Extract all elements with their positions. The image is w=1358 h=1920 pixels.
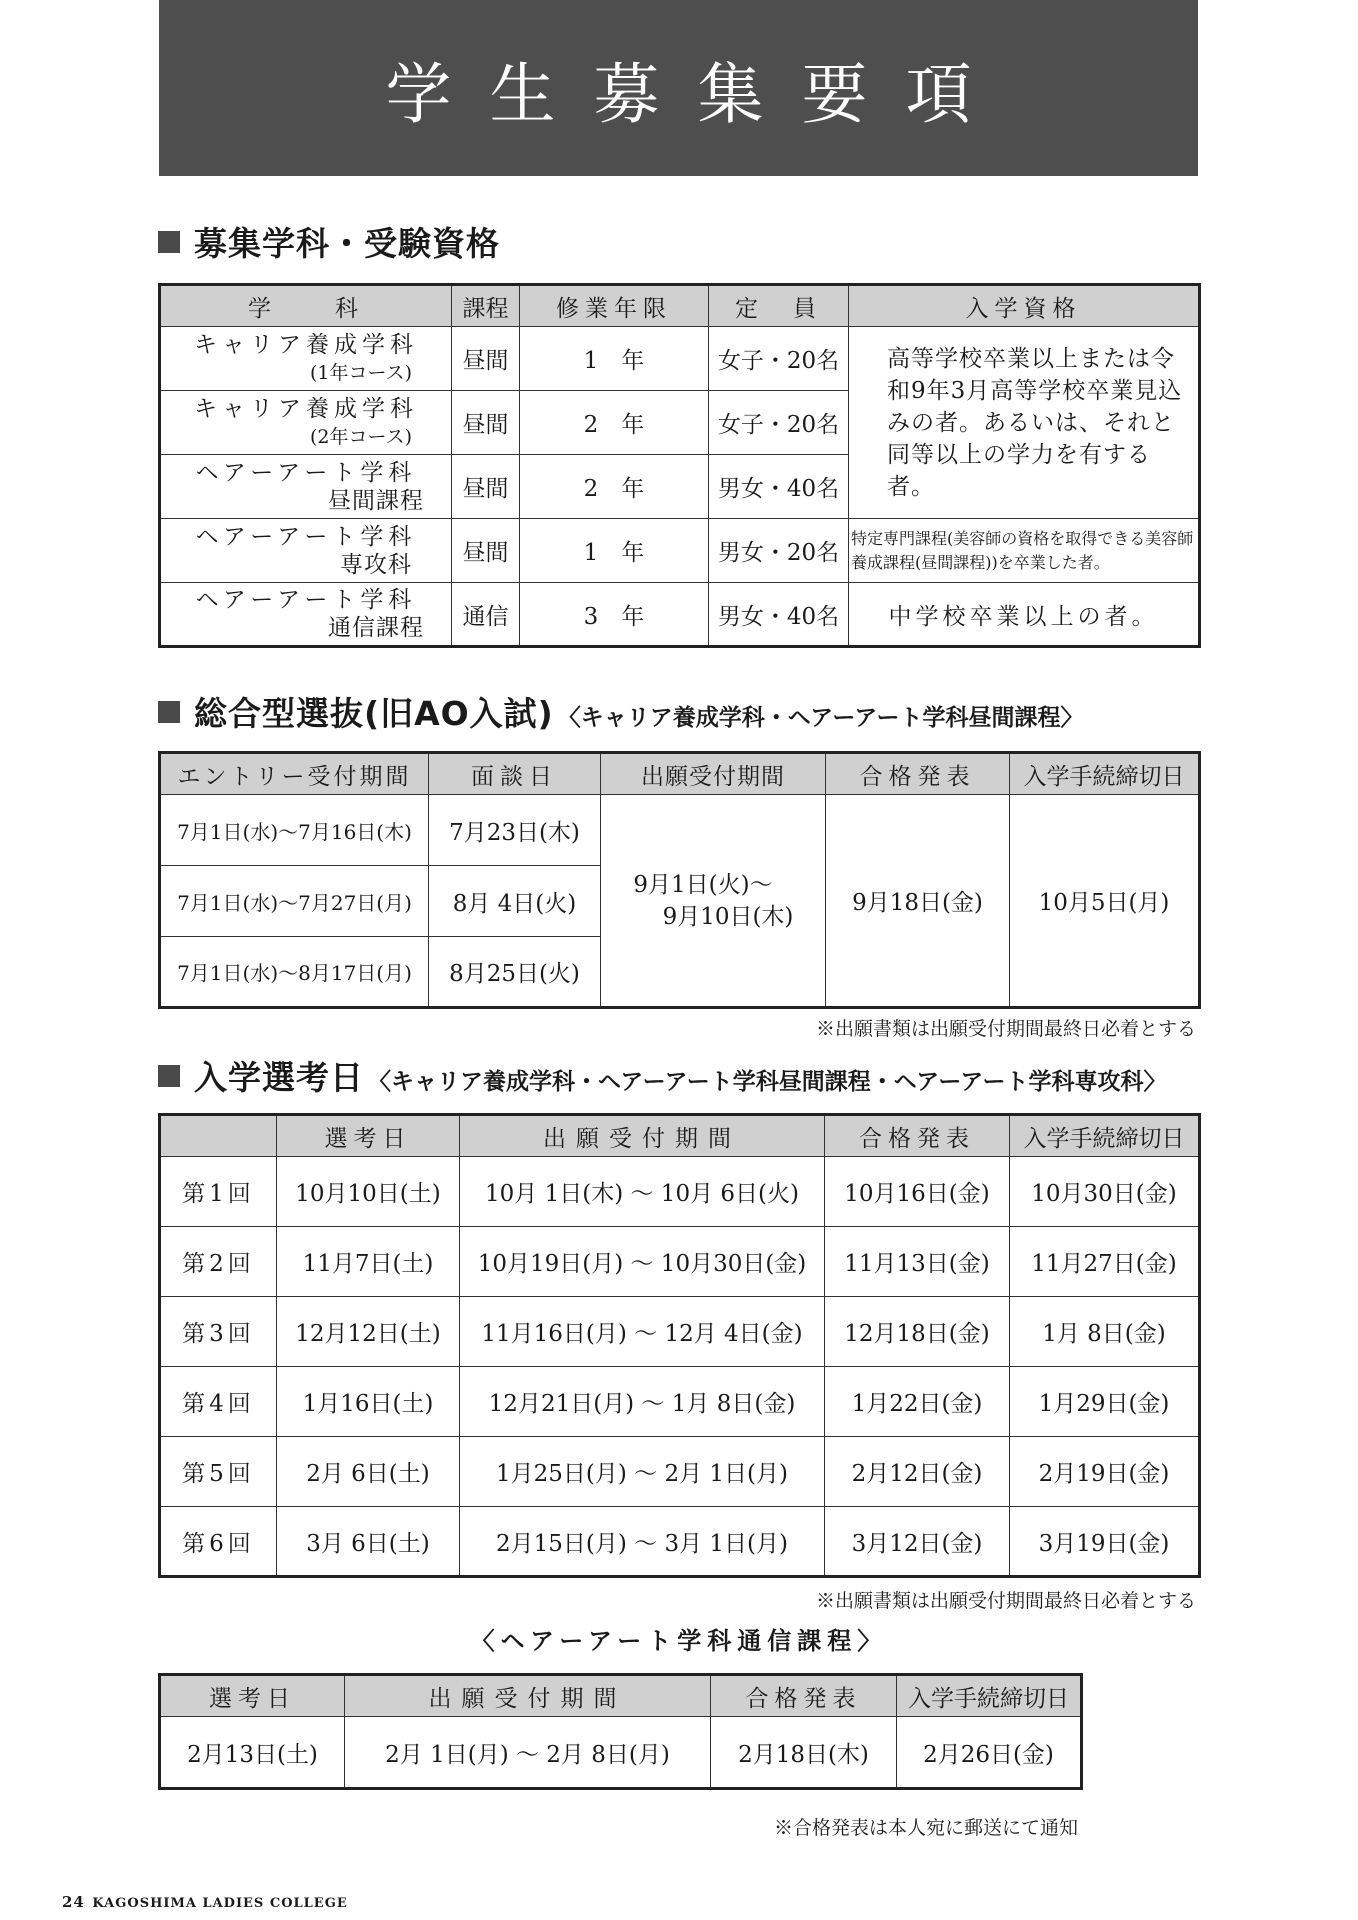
page-number: 24: [62, 1893, 85, 1911]
section-title: 募集学科・受験資格: [194, 224, 500, 263]
qualification-cell: 特定専門課程(美容師の資格を取得できる美容師養成課程(昼間課程))を卒業した者。: [849, 519, 1200, 583]
application-period-cell: 10月 1日(木) 〜 10月 6日(火): [460, 1157, 825, 1227]
header-result: 合格発表: [825, 1115, 1010, 1157]
deadline-cell: 2月26日(金): [897, 1717, 1082, 1789]
table-header-row: [160, 1675, 1082, 1717]
header-round: [160, 1115, 277, 1157]
application-period-cell: 10月19日(月) 〜 10月30日(金): [460, 1227, 825, 1297]
header-years: 修業年限: [520, 285, 709, 327]
table-header-row: [160, 1115, 1200, 1157]
departments-table: [158, 283, 1201, 648]
section-title: 入学選考日: [194, 1058, 364, 1097]
exam-date-cell: 11月7日(土): [277, 1227, 460, 1297]
deadline-cell: 10月30日(金): [1010, 1157, 1200, 1227]
capacity-cell: 男女・40名: [709, 455, 849, 519]
dept-cell: キャリア養成学科 (2年コース): [160, 391, 452, 455]
header-interview: 面談日: [429, 753, 601, 795]
section-title: 総合型選抜(旧AO入試): [194, 694, 554, 733]
deadline-cell: 2月19日(金): [1010, 1437, 1200, 1507]
result-date-cell: 3月12日(金): [825, 1507, 1010, 1577]
course-cell: 昼間: [452, 327, 520, 391]
dept-cell: キャリア養成学科 (1年コース): [160, 327, 452, 391]
table-row: [160, 1297, 1200, 1367]
qualification-cell: 中学校卒業以上の者。: [849, 583, 1200, 647]
years-cell: 1 年: [520, 327, 709, 391]
application-period-cell: 2月15日(月) 〜 3月 1日(月): [460, 1507, 825, 1577]
table-row: [160, 795, 1200, 866]
course-cell: 昼間: [452, 519, 520, 583]
table-row: [160, 1157, 1200, 1227]
header-result: 合格発表: [826, 753, 1010, 795]
page-title: 学生募集要項: [385, 55, 1010, 133]
deadline-cell: 1月 8日(金): [1010, 1297, 1200, 1367]
result-date-cell: 2月12日(金): [825, 1437, 1010, 1507]
exam-date-cell: 12月12日(土): [277, 1297, 460, 1367]
application-note: ※出願書類は出願受付期間最終日必着とする: [815, 1590, 1196, 1612]
header-application-period: 出願受付期間: [460, 1115, 825, 1157]
round-cell: 第4回: [160, 1367, 277, 1437]
square-bullet-icon: [158, 701, 180, 723]
years-cell: 2 年: [520, 455, 709, 519]
round-cell: 第2回: [160, 1227, 277, 1297]
table-row: [160, 327, 1200, 391]
round-cell: 第1回: [160, 1157, 277, 1227]
deadline-cell: 3月19日(金): [1010, 1507, 1200, 1577]
correspondence-course-heading: 〈ヘアーアート学科通信課程〉: [470, 1627, 888, 1655]
exam-date-cell: 2月 6日(土): [277, 1437, 460, 1507]
header-dept: 学 科: [160, 285, 452, 327]
deadline-cell: 10月5日(月): [1010, 795, 1200, 1008]
application-period-cell: 2月 1日(月) 〜 2月 8日(月): [345, 1717, 711, 1789]
header-application-period: 出願受付期間: [601, 753, 826, 795]
table-row: [160, 1227, 1200, 1297]
course-cell: 通信: [452, 583, 520, 647]
application-period-cell: 11月16日(月) 〜 12月 4日(金): [460, 1297, 825, 1367]
result-date-cell: 2月18日(木): [711, 1717, 897, 1789]
capacity-cell: 男女・40名: [709, 583, 849, 647]
entry-period-cell: 7月1日(水)〜7月27日(月): [160, 866, 429, 937]
header-capacity: 定 員: [709, 285, 849, 327]
exam-dates-table: [158, 1113, 1201, 1578]
round-cell: 第6回: [160, 1507, 277, 1577]
course-cell: 昼間: [452, 455, 520, 519]
header-course: 課程: [452, 285, 520, 327]
square-bullet-icon: [158, 231, 180, 253]
table-row: [160, 519, 1200, 583]
qualification-cell: 高等学校卒業以上または令和9年3月高等学校卒業見込みの者。あるいは、それと同等以上の学力を有する者。: [849, 327, 1200, 519]
header-exam-date: 選考日: [277, 1115, 460, 1157]
dept-cell: ヘアーアート学科 専攻科: [160, 519, 452, 583]
exam-date-cell: 3月 6日(土): [277, 1507, 460, 1577]
round-cell: 第3回: [160, 1297, 277, 1367]
page-title-banner: [159, 0, 1198, 176]
exam-date-cell: 1月16日(土): [277, 1367, 460, 1437]
capacity-cell: 男女・20名: [709, 519, 849, 583]
header-result: 合格発表: [711, 1675, 897, 1717]
section-heading-exam-dates: [158, 1052, 1167, 1099]
round-cell: 第5回: [160, 1437, 277, 1507]
exam-date-cell: 2月13日(土): [160, 1717, 345, 1789]
course-cell: 昼間: [452, 391, 520, 455]
table-header-row: [160, 753, 1200, 795]
dept-cell: ヘアーアート学科 昼間課程: [160, 455, 452, 519]
interview-date-cell: 8月 4日(火): [429, 866, 601, 937]
section-subtitle: 〈キャリア養成学科・ヘアーアート学科昼間課程・ヘアーアート学科専攻科〉: [368, 1069, 1167, 1095]
section-heading-comprehensive: [158, 688, 1084, 735]
table-header-row: [160, 285, 1200, 327]
result-date-cell: 10月16日(金): [825, 1157, 1010, 1227]
header-deadline: 入学手続締切日: [1010, 753, 1200, 795]
deadline-cell: 1月29日(金): [1010, 1367, 1200, 1437]
interview-date-cell: 7月23日(木): [429, 795, 601, 866]
result-date-cell: 12月18日(金): [825, 1297, 1010, 1367]
entry-period-cell: 7月1日(水)〜7月16日(木): [160, 795, 429, 866]
comprehensive-selection-table: [158, 751, 1201, 1009]
header-qualification: 入学資格: [849, 285, 1200, 327]
section-subtitle: 〈キャリア養成学科・ヘアーアート学科昼間課程〉: [557, 705, 1084, 731]
result-notification-note: ※合格発表は本人宛に郵送にて通知: [773, 1817, 1078, 1839]
application-period-cell: 1月25日(月) 〜 2月 1日(月): [460, 1437, 825, 1507]
table-row: [160, 1507, 1200, 1577]
header-application-period: 出願受付期間: [345, 1675, 711, 1717]
exam-date-cell: 10月10日(土): [277, 1157, 460, 1227]
application-period-cell: 12月21日(月) 〜 1月 8日(金): [460, 1367, 825, 1437]
header-entry-period: エントリー受付期間: [160, 753, 429, 795]
deadline-cell: 11月27日(金): [1010, 1227, 1200, 1297]
years-cell: 2 年: [520, 391, 709, 455]
table-row: [160, 1437, 1200, 1507]
result-date-cell: 1月22日(金): [825, 1367, 1010, 1437]
application-period-cell: 9月1日(火)〜 9月10日(木): [601, 795, 826, 1008]
interview-date-cell: 8月25日(火): [429, 937, 601, 1008]
college-name: KAGOSHIMA LADIES COLLEGE: [92, 1896, 348, 1911]
application-note: ※出願書類は出願受付期間最終日必着とする: [815, 1018, 1196, 1040]
page-footer: [62, 1893, 348, 1911]
section-heading-departments: [158, 218, 500, 265]
capacity-cell: 女子・20名: [709, 391, 849, 455]
table-row: [160, 1367, 1200, 1437]
years-cell: 3 年: [520, 583, 709, 647]
result-date-cell: 9月18日(金): [826, 795, 1010, 1008]
result-date-cell: 11月13日(金): [825, 1227, 1010, 1297]
header-deadline: 入学手続締切日: [1010, 1115, 1200, 1157]
correspondence-exam-table: [158, 1673, 1083, 1790]
header-deadline: 入学手続締切日: [897, 1675, 1082, 1717]
dept-cell: ヘアーアート学科 通信課程: [160, 583, 452, 647]
table-row: [160, 1717, 1082, 1789]
square-bullet-icon: [158, 1065, 180, 1087]
entry-period-cell: 7月1日(水)〜8月17日(月): [160, 937, 429, 1008]
header-exam-date: 選考日: [160, 1675, 345, 1717]
years-cell: 1 年: [520, 519, 709, 583]
table-row: [160, 583, 1200, 647]
capacity-cell: 女子・20名: [709, 327, 849, 391]
